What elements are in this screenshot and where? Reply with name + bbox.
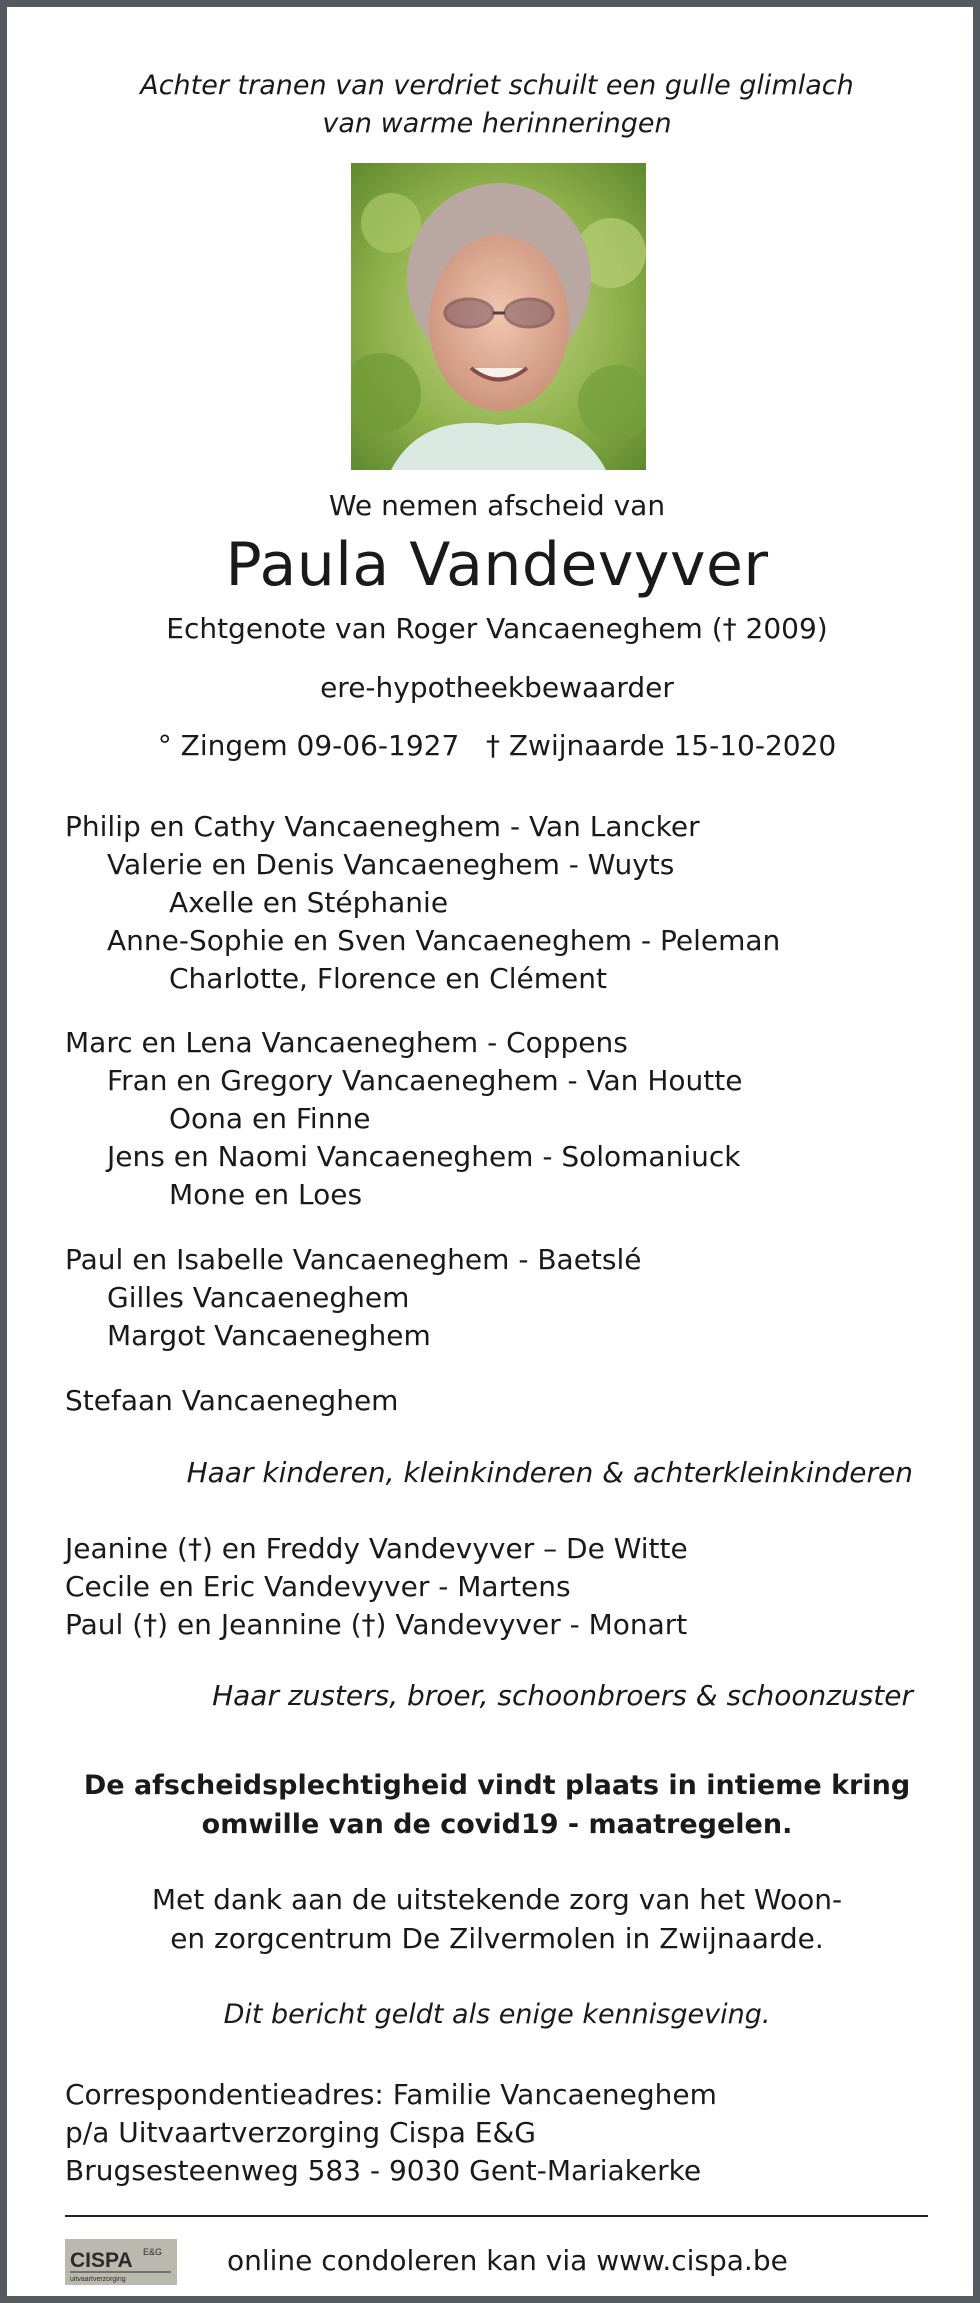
ceremony-line-2: omwille van de covid19 - maatregelen.: [201, 1809, 793, 1840]
profession-line: ere-hypotheekbewaarder: [320, 671, 674, 704]
logo-subtitle: uitvaartverzorging: [70, 2276, 126, 2283]
family-line: Charlotte, Florence en Clément: [169, 962, 607, 995]
thanks-line-2: en zorgcentrum De Zilvermolen in Zwijnaarde.: [170, 1922, 824, 1955]
spouse-line: Echtgenote van Roger Vancaeneghem († 2009): [166, 612, 828, 645]
cispa-logo: [65, 2239, 177, 2285]
quote-line-2: van warme herinneringen: [322, 108, 672, 139]
ceremony-line-1: De afscheidsplechtigheid vindt plaats in intieme kring: [83, 1770, 911, 1801]
address-line-1: Correspondentieadres: Familie Vancaeneghem: [65, 2078, 717, 2111]
logo-superscript: E&G: [143, 2247, 163, 2257]
thanks-line-1: Met dank aan de uitstekende zorg van het Woon-: [151, 1883, 843, 1916]
family-line: Gilles Vancaeneghem: [107, 1281, 410, 1314]
family-line: Philip en Cathy Vancaeneghem - Van Lancker: [65, 810, 700, 843]
sibling-line: Jeanine (†) en Freddy Vandevyver – De Witte: [65, 1532, 688, 1565]
family-line: Margot Vancaeneghem: [107, 1319, 431, 1352]
quote-line-1: Achter tranen van verdriet schuilt een gulle glimlach: [140, 70, 854, 101]
family-line: Mone en Loes: [169, 1178, 363, 1211]
family-line: Stefaan Vancaeneghem: [65, 1384, 399, 1417]
family-caption: Haar kinderen, kleinkinderen & achterkleinkinderen: [186, 1456, 913, 1489]
portrait-photo: [351, 163, 646, 470]
notice-text: Dit bericht geldt als enige kennisgeving.: [223, 1999, 771, 2030]
condolence-link[interactable]: online condoleren kan via www.cispa.be: [227, 2244, 788, 2277]
family-line: Marc en Lena Vancaeneghem - Coppens: [65, 1026, 628, 1059]
sibling-line: Cecile en Eric Vandevyver - Martens: [65, 1570, 571, 1603]
intro-text: We nemen afscheid van: [328, 489, 666, 522]
siblings-caption: Haar zusters, broer, schoonbroers & schoonzuster: [212, 1679, 913, 1712]
family-line: Valerie en Denis Vancaeneghem - Wuyts: [107, 848, 675, 881]
logo-text: CISPA: [70, 2249, 133, 2272]
family-line: Oona en Finne: [169, 1102, 371, 1135]
address-line-3: Brugsesteenweg 583 - 9030 Gent-Mariakerke: [65, 2154, 702, 2187]
deceased-name: Paula Vandevyver: [225, 530, 769, 600]
divider: [65, 2215, 928, 2217]
sibling-line: Paul (†) en Jeannine (†) Vandevyver - Monart: [65, 1608, 688, 1641]
family-line: Paul en Isabelle Vancaeneghem - Baetslé: [65, 1243, 642, 1276]
family-line: Jens en Naomi Vancaeneghem - Solomaniuck: [107, 1140, 741, 1173]
family-line: Fran en Gregory Vancaeneghem - Van Houtte: [107, 1064, 743, 1097]
family-line: Axelle en Stéphanie: [169, 886, 449, 919]
family-line: Anne-Sophie en Sven Vancaeneghem - Peleman: [107, 924, 781, 957]
address-line-2: p/a Uitvaartverzorging Cispa E&G: [65, 2116, 536, 2149]
birth-death-line: ° Zingem 09-06-1927 † Zwijnaarde 15-10-2020: [157, 729, 837, 762]
